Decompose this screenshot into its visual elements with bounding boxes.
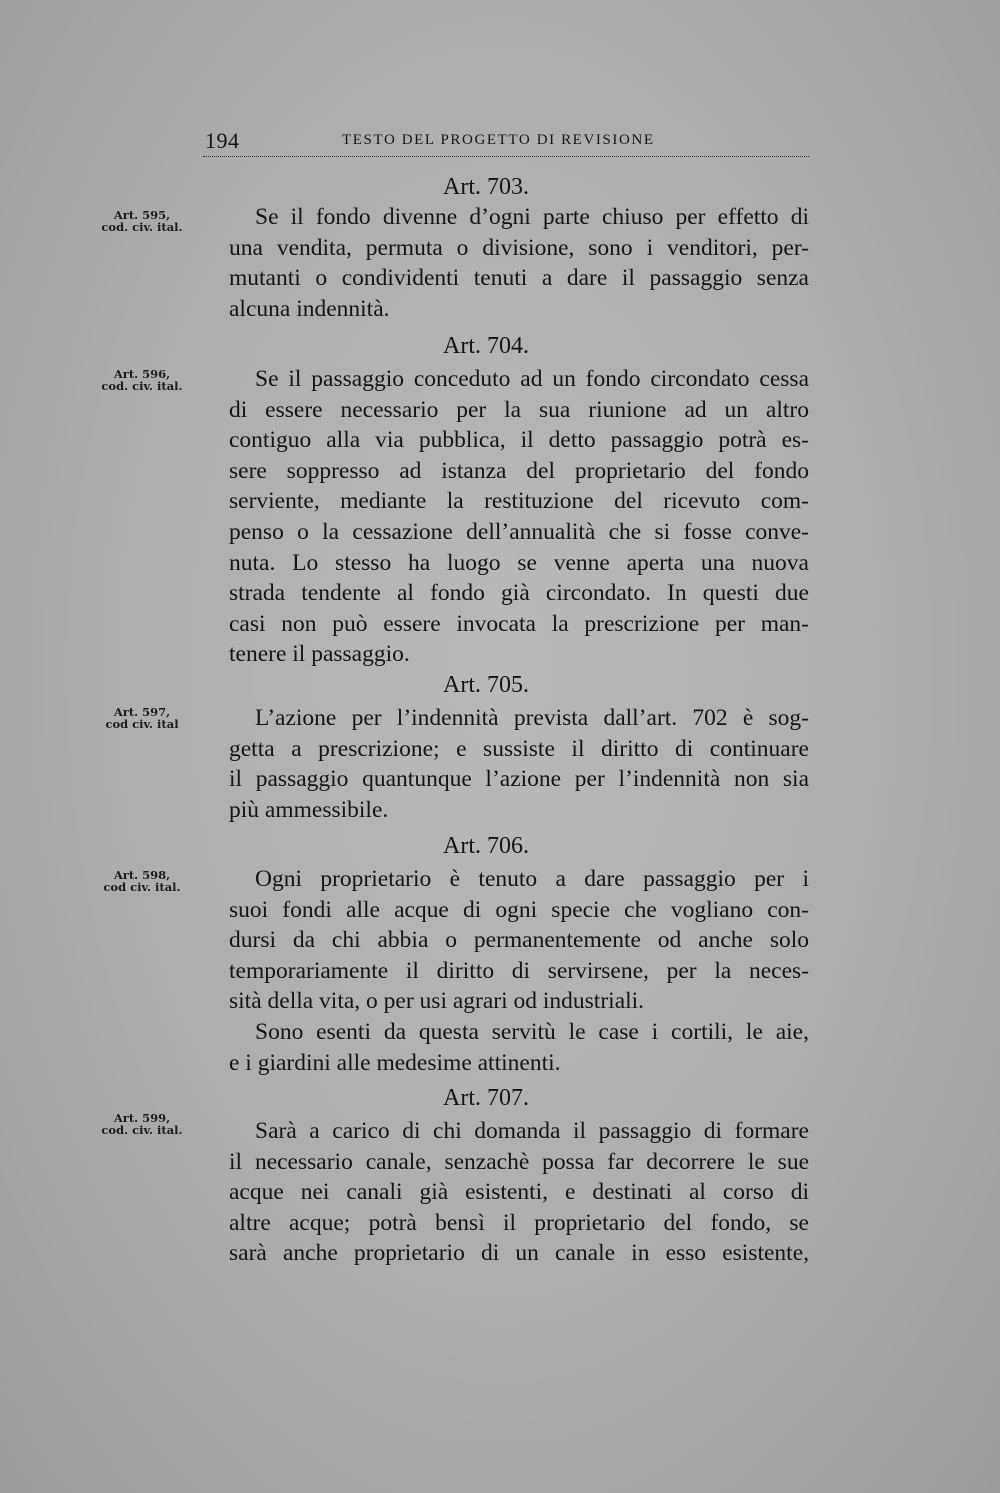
article-heading: Art. 705. — [443, 672, 529, 698]
margin-note-line: cod. civ. ital. — [101, 379, 183, 393]
article-heading: Art. 706. — [443, 833, 529, 859]
text-line: Se il passaggio conceduto ad un fondo circondato cessa — [255, 366, 809, 392]
margin-note-line: cod. civ. ital. — [101, 1123, 183, 1137]
margin-note-art-705 — [96, 706, 188, 730]
margin-note-art-706 — [96, 869, 188, 893]
margin-note-line: Art. 597, — [113, 705, 171, 719]
text-line: sere soppresso ad istanza del proprietario del fondo — [229, 457, 809, 484]
text-line: il passaggio quantunque l’azione per l’indennità non sia — [229, 766, 809, 793]
text-line: Se il fondo divenne d’ogni parte chiuso per effetto di — [255, 204, 809, 230]
text-line: suoi fondi alle acque di ogni specie che vogliano con- — [229, 896, 809, 923]
text-line: strada tendente al fondo già circondato. In questi due — [229, 580, 809, 607]
text-line: Ogni proprietario è tenuto a dare passaggio per i — [255, 866, 809, 892]
page-header — [203, 126, 809, 157]
article-703-text — [203, 202, 809, 324]
text-line: L’azione per l’indennità prevista dall’art. 702 è sog- — [255, 705, 809, 731]
margin-note-line: Art. 596, — [113, 367, 171, 381]
text-line: casi non può essere invocata la prescrizione per man- — [229, 610, 809, 637]
page-number: 194 — [205, 128, 240, 153]
margin-note-line: cod civ. ital. — [103, 880, 181, 894]
margin-note-line: Art. 599, — [113, 1111, 171, 1125]
text-line: acque nei canali già esistenti, e destinati al corso di — [229, 1179, 809, 1206]
margin-note-line: cod. civ. ital. — [101, 220, 183, 234]
text-line: altre acque; potrà bensì il proprietario del fondo, se — [229, 1209, 809, 1236]
text-line: alcuna indennità. — [229, 295, 390, 322]
text-line: una vendita, permuta o divisione, sono i venditori, per- — [229, 234, 809, 261]
text-line: sarà anche proprietario di un canale in esso esistente, — [229, 1240, 809, 1267]
margin-note-art-704 — [96, 368, 188, 392]
text-line: nuta. Lo stesso ha luogo se venne aperta una nuova — [229, 549, 809, 576]
text-line: getta a prescrizione; e sussiste il diritto di continuare — [229, 735, 809, 762]
margin-note-line: Art. 595, — [113, 208, 171, 222]
margin-note-art-703 — [96, 209, 188, 233]
text-line: sità della vita, o per usi agrari od industriali. — [229, 988, 645, 1015]
text-line: serviente, mediante la restituzione del ricevuto com- — [229, 488, 809, 515]
running-title: TESTO DEL PROGETTO DI REVISIONE — [342, 132, 655, 148]
text-line: e i giardini alle medesime attinenti. — [229, 1049, 561, 1076]
article-706-text — [203, 864, 809, 1078]
margin-note-art-707 — [96, 1112, 188, 1136]
article-heading: Art. 707. — [443, 1085, 529, 1111]
text-line: Sono esenti da questa servitù le case i cortili, le aie, — [255, 1018, 809, 1045]
article-705-text — [203, 703, 809, 825]
text-line: penso o la cessazione dell’annualità che si fosse conve- — [229, 518, 809, 545]
text-line: Sarà a carico di chi domanda il passaggio di formare — [255, 1118, 809, 1144]
text-line: mutanti o condividenti tenuti a dare il passaggio senza — [229, 265, 809, 292]
text-line: dursi da chi abbia o permanentemente od anche solo — [229, 927, 809, 954]
article-707-text — [203, 1116, 809, 1269]
text-line: di essere necessario per la sua riunione ad un altro — [229, 396, 809, 423]
article-704-text — [203, 364, 809, 670]
margin-note-line: Art. 598, — [113, 868, 171, 882]
text-line: tenere il passaggio. — [229, 641, 410, 668]
article-heading: Art. 703. — [443, 174, 529, 200]
article-heading: Art. 704. — [443, 333, 529, 359]
text-line: più ammessibile. — [229, 796, 389, 823]
text-line: il necessario canale, senzachè possa far decorrere le sue — [229, 1148, 809, 1175]
text-line: temporariamente il diritto di servirsene, per la neces- — [229, 957, 809, 984]
text-line: contiguo alla via pubblica, il detto passaggio potrà es- — [229, 427, 809, 454]
margin-note-line: cod civ. ital — [105, 717, 179, 731]
